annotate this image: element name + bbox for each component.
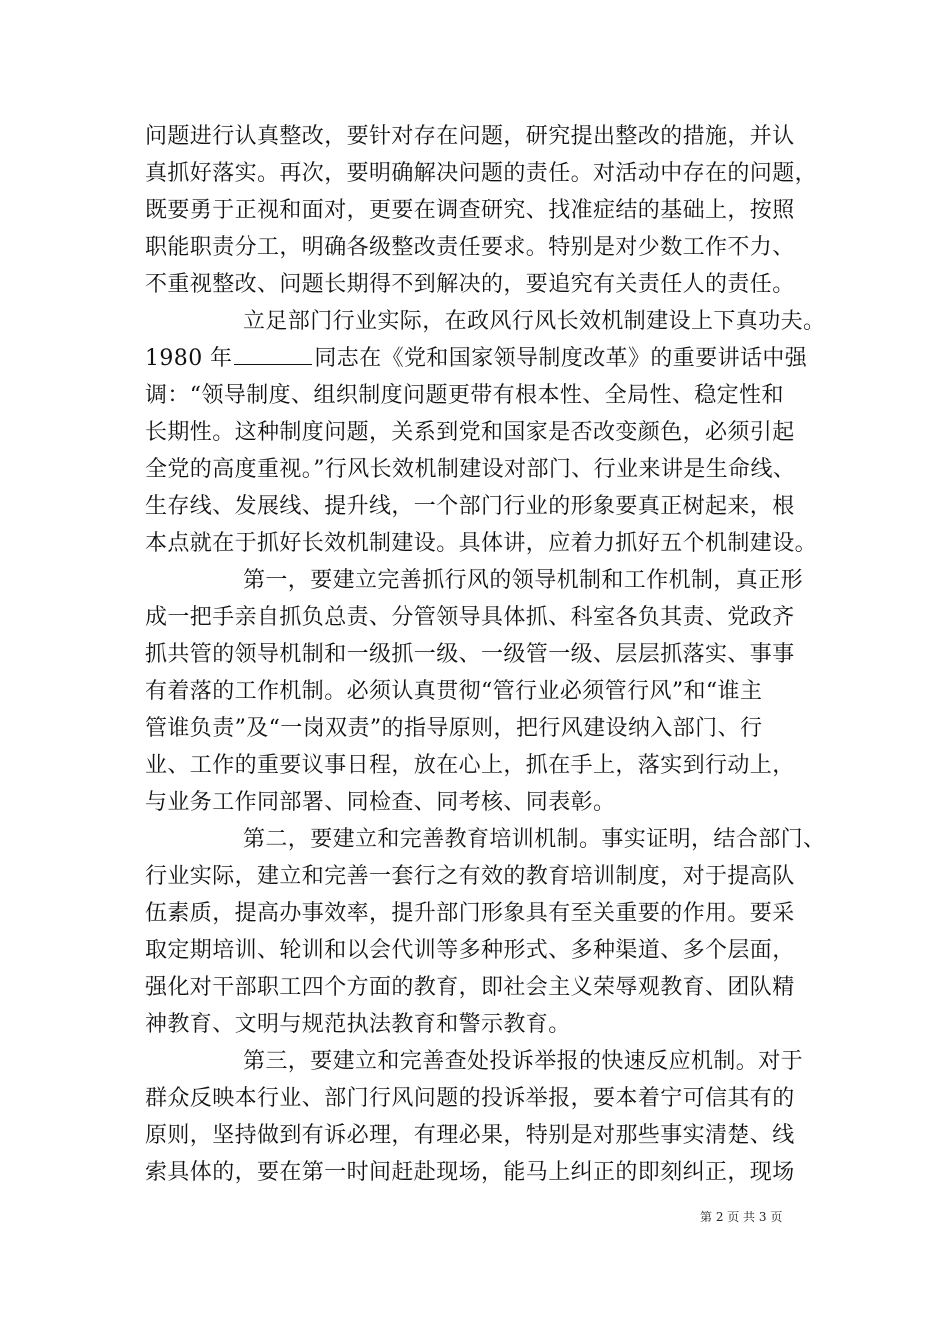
text-line: 成一把手亲自抓负总责、分管领导具体抓、科室各负其责、党政齐 (145, 605, 795, 630)
text-line: 管谁负责”及“一岗双责”的指导原则，把行风建设纳入部门、行 (145, 716, 763, 741)
document-body (145, 118, 826, 1191)
text-line: 取定期培训、轮训和以会代训等多种形式、多种渠道、多个层面， (145, 938, 795, 963)
page-footer: 第 2 页 共 3 页 (700, 1210, 783, 1224)
text-line: 问题进行认真整改，要针对存在问题，研究提出整改的措施，并认 (145, 124, 795, 149)
text-line: 抓共管的领导机制和一级抓一级、一级管一级、层层抓落实、事事 (145, 642, 795, 667)
text-line: 既要勇于正视和面对，更要在调查研究、找准症结的基础上，按照 (145, 198, 795, 223)
text-segment: 1980 年 (145, 346, 233, 371)
text-line: 调：“领导制度、组织制度问题更带有根本性、全局性、稳定性和 (145, 383, 784, 408)
fill-in-blank (234, 346, 312, 365)
text-line: 职能职责分工，明确各级整改责任要求。特别是对少数工作不力、 (145, 235, 795, 260)
text-line: 长期性。这种制度问题，关系到党和国家是否改变颜色，必须引起 (145, 420, 795, 445)
text-line: 第二，要建立和完善教育培训机制。事实证明，结合部门、 (243, 827, 826, 852)
text-line: 业、工作的重要议事日程，放在心上，抓在手上，落实到行动上， (145, 753, 795, 778)
text-line: 本点就在于抓好长效机制建设。具体讲，应着力抓好五个机制建设。 (145, 531, 818, 556)
text-line: 行业实际，建立和完善一套行之有效的教育培训制度，对于提高队 (145, 864, 795, 889)
text-segment: 同志在《党和国家领导制度改革》的重要讲话中强 (314, 346, 808, 371)
text-line: 第一，要建立完善抓行风的领导机制和工作机制，真正形 (243, 568, 804, 593)
text-line (145, 340, 813, 377)
text-line: 生存线、发展线、提升线，一个部门行业的形象要真正树起来，根 (145, 494, 795, 519)
text-line: 强化对干部职工四个方面的教育，即社会主义荣辱观教育、团队精 (145, 975, 795, 1000)
text-line: 有着落的工作机制。必须认真贯彻“管行业必须管行风”和“谁主 (145, 679, 763, 704)
text-line: 立足部门行业实际，在政风行风长效机制建设上下真功夫。 (243, 309, 826, 334)
text-line: 第三，要建立和完善查处投诉举报的快速反应机制。对于 (243, 1049, 804, 1074)
text-line: 神教育、文明与规范执法教育和警示教育。 (145, 1012, 571, 1037)
text-line: 真抓好落实。再次，要明确解决问题的责任。对活动中存在的问题， (145, 161, 818, 186)
text-line: 伍素质，提高办事效率，提升部门形象具有至关重要的作用。要采 (145, 901, 795, 926)
text-line: 原则，坚持做到有诉必理，有理必果，特别是对那些事实清楚、线 (145, 1123, 795, 1148)
text-line: 不重视整改、问题长期得不到解决的，要追究有关责任人的责任。 (145, 272, 795, 297)
text-line: 索具体的，要在第一时间赶赴现场，能马上纠正的即刻纠正，现场 (145, 1160, 795, 1185)
text-line: 群众反映本行业、部门行风问题的投诉举报，要本着宁可信其有的 (145, 1086, 795, 1111)
text-line: 与业务工作同部署、同检查、同考核、同表彰。 (145, 790, 616, 815)
text-line: 全党的高度重视。”行风长效机制建设对部门、行业来讲是生命线、 (145, 457, 796, 482)
